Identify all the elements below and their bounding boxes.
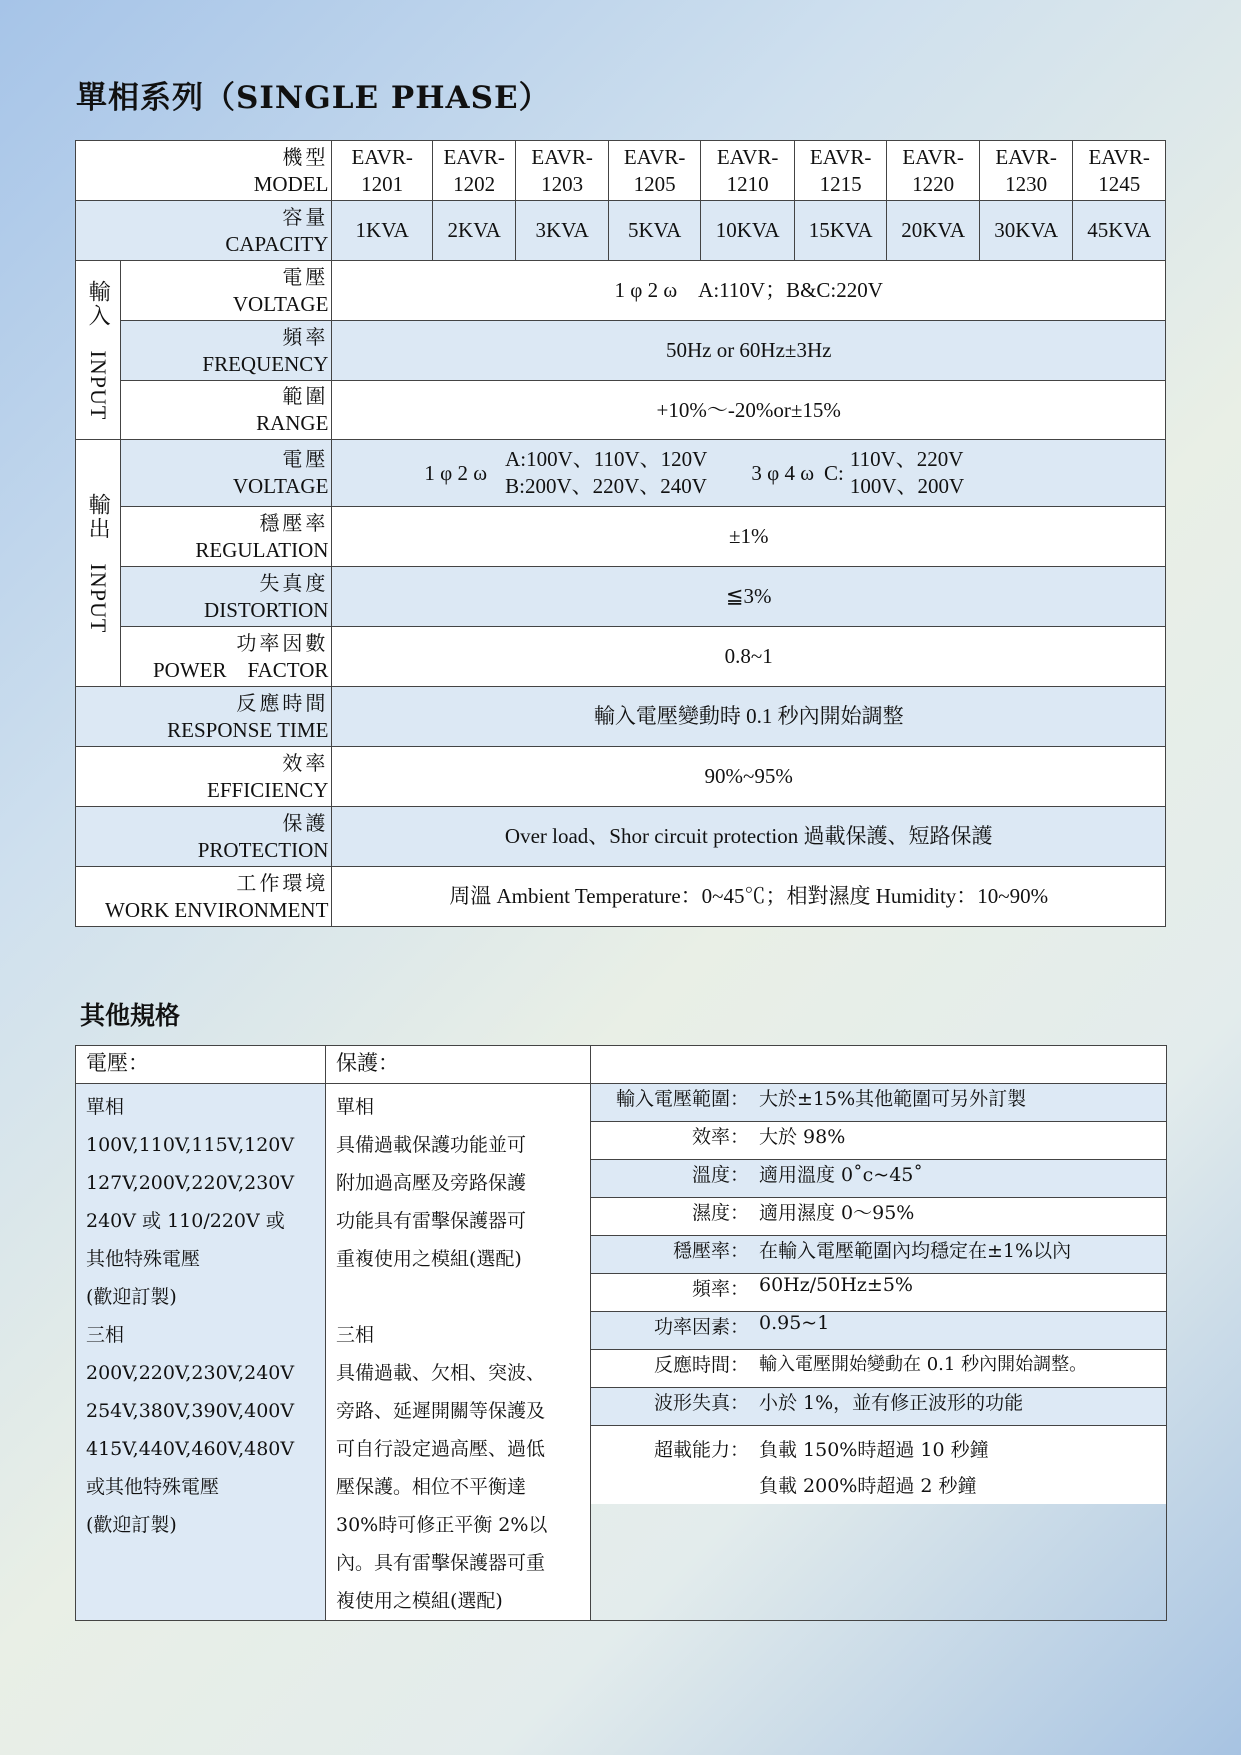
spec-key: 反應時間：	[591, 1350, 753, 1388]
capacity-value: 5KVA	[608, 201, 701, 261]
table-row	[591, 1084, 1166, 1122]
capacity-row	[76, 201, 1166, 261]
list-item: 單相	[336, 1096, 375, 1118]
list-item: 三相	[86, 1324, 125, 1346]
input-group-en: INPUT	[86, 350, 112, 421]
input-voltage-row	[76, 261, 1166, 321]
list-item: 可自行設定過高壓、過低	[336, 1438, 546, 1460]
model-number: 1220	[912, 171, 955, 196]
spec-value: 60Hz/50Hz±5%	[753, 1274, 1166, 1312]
table-row	[591, 1236, 1166, 1274]
input-range-label-en: RANGE	[256, 411, 329, 435]
response-time-row	[76, 687, 1166, 747]
work-environment-value: 周溫 Ambient Temperature：0~45℃；相對濕度 Humidity：10~90%	[332, 867, 1166, 927]
list-item: 具備過載保護功能並可	[336, 1134, 527, 1156]
spec-value: 在輸入電壓範圍內均穩定在±1%以內	[753, 1236, 1166, 1274]
overload-line: 負載 200%時超過 2 秒鐘	[759, 1475, 977, 1497]
spec-value: 大於±15%其他範圍可另外訂製	[753, 1084, 1166, 1122]
model-number: 1245	[1098, 171, 1141, 196]
distortion-value: ≦3%	[332, 567, 1166, 627]
response-time-label-en: RESPONSE TIME	[167, 717, 329, 742]
output-voltage-label-cn: 電壓	[282, 447, 329, 471]
protection-list	[326, 1084, 591, 1621]
spec-key: 效率：	[591, 1122, 753, 1160]
spec-key: 超載能力：	[591, 1426, 753, 1505]
distortion-label-en: DISTORTION	[204, 597, 329, 622]
table-row	[591, 1426, 1166, 1505]
single-phase-symbol: 1 φ 2 ω	[424, 460, 488, 485]
distortion-label-cn: 失真度	[259, 570, 329, 595]
model-row	[76, 141, 1166, 201]
list-item: 30%時可修正平衡 2%以	[336, 1514, 548, 1536]
output-group-en: INPUT	[86, 563, 112, 634]
list-item: 旁路、延遲開關等保護及	[336, 1400, 546, 1422]
list-item: 200V,220V,230V,240V	[86, 1362, 295, 1384]
list-item: 其他特殊電壓	[86, 1248, 201, 1270]
efficiency-label-cn: 效率	[282, 750, 329, 775]
work-environment-row	[76, 867, 1166, 927]
capacity-value: 10KVA	[701, 201, 795, 261]
list-item: 三相	[336, 1324, 375, 1346]
response-time-value: 輸入電壓變動時 0.1 秒內開始調整	[332, 687, 1166, 747]
input-frequency-label-cn: 頻率	[282, 324, 329, 349]
input-voltage-value: 1 φ 2 ω A:110V；B&C:220V	[332, 261, 1166, 321]
output-voltage-value	[332, 440, 1166, 507]
output-group-label	[76, 440, 121, 687]
list-item: 內。具有雷擊保護器可重	[336, 1552, 546, 1574]
list-item: (歡迎訂製)	[86, 1514, 177, 1536]
efficiency-label-en: EFFICIENCY	[207, 777, 329, 802]
regulation-row	[76, 507, 1166, 567]
list-item: 415V,440V,460V,480V	[86, 1438, 295, 1460]
capacity-value: 30KVA	[979, 201, 1073, 261]
output-group-cn: 輸出	[86, 492, 112, 541]
capacity-value: 20KVA	[887, 201, 980, 261]
distortion-row	[76, 567, 1166, 627]
input-group-cn: 輸入	[86, 279, 112, 328]
table-row	[591, 1274, 1166, 1312]
model-number: 1201	[361, 171, 404, 196]
model-number: 1230	[1005, 171, 1048, 196]
power-factor-value: 0.8~1	[332, 627, 1166, 687]
list-item: 具備過載、欠相、突波、	[336, 1362, 546, 1384]
model-number: 1205	[633, 171, 676, 196]
capacity-label-en: CAPACITY	[225, 231, 329, 256]
spec-key: 輸入電壓範圍：	[591, 1084, 753, 1122]
overload-line: 負載 150%時超過 10 秒鐘	[759, 1439, 989, 1461]
input-range-row	[76, 381, 1166, 440]
model-prefix: EAVR-	[531, 144, 593, 169]
list-item: 壓保護。相位不平衡達	[336, 1476, 527, 1498]
model-prefix: EAVR-	[716, 144, 779, 169]
other-specs-table	[75, 1045, 1167, 1621]
spec-value: 小於 1%，並有修正波形的功能	[753, 1388, 1166, 1426]
response-time-label-cn: 反應時間	[236, 690, 329, 715]
list-item: 127V,200V,220V,230V	[86, 1172, 295, 1194]
list-item: 單相	[86, 1096, 125, 1118]
spec-value: 0.95~1	[753, 1312, 1166, 1350]
capacity-value: 15KVA	[794, 201, 887, 261]
spec-list	[591, 1084, 1167, 1621]
input-frequency-value: 50Hz or 60Hz±3Hz	[332, 321, 1166, 381]
model-prefix: EAVR-	[443, 144, 505, 169]
model-label-en: MODEL	[253, 171, 329, 196]
input-frequency-label-en: FREQUENCY	[202, 351, 329, 376]
voltage-option-c-label: C:	[824, 460, 844, 485]
voltage-header: 電壓：	[76, 1046, 326, 1084]
model-number: 1210	[726, 171, 769, 196]
work-environment-label-cn: 工作環境	[236, 870, 329, 895]
voltage-option-c1: 110V、220V	[849, 447, 964, 471]
capacity-value: 45KVA	[1073, 201, 1166, 261]
capacity-label-cn: 容量	[282, 204, 329, 229]
single-phase-spec-table	[75, 140, 1166, 927]
table-row	[591, 1312, 1166, 1350]
power-factor-row	[76, 627, 1166, 687]
list-item: 附加過高壓及旁路保護	[336, 1172, 527, 1194]
spec-key: 溫度：	[591, 1160, 753, 1198]
regulation-label-en: REGULATION	[195, 537, 329, 562]
spec-value: 輸入電壓開始變動在 0.1 秒內開始調整。	[753, 1350, 1166, 1388]
spec-key: 頻率：	[591, 1274, 753, 1312]
model-number: 1215	[819, 171, 862, 196]
regulation-label-cn: 穩壓率	[259, 510, 329, 535]
power-factor-label-en: POWER FACTOR	[152, 657, 329, 682]
input-range-value: +10%～-20%or±15%	[332, 381, 1166, 440]
table-row	[591, 1122, 1166, 1160]
list-item: 功能具有雷擊保護器可	[336, 1210, 527, 1232]
spec-value: 大於 98%	[753, 1122, 1166, 1160]
input-voltage-label-en: VOLTAGE	[232, 291, 329, 316]
capacity-value: 1KVA	[332, 201, 433, 261]
spec-value: 適用溫度 0˚c~45˚	[753, 1160, 1166, 1198]
capacity-value: 2KVA	[432, 201, 515, 261]
voltage-option-a: A:100V、110V、120V	[505, 447, 708, 471]
efficiency-row	[76, 747, 1166, 807]
input-voltage-label-cn: 電壓	[282, 264, 329, 289]
voltage-option-b: B:200V、220V、240V	[505, 474, 707, 498]
spec-value	[753, 1426, 1166, 1505]
voltage-option-c2: 100V、200V	[849, 474, 965, 498]
voltage-list	[76, 1084, 326, 1621]
protection-label-en: PROTECTION	[197, 837, 329, 862]
list-item: (歡迎訂製)	[86, 1286, 177, 1308]
model-label-cn: 機型	[282, 144, 329, 169]
protection-label-cn: 保護	[282, 810, 329, 835]
three-phase-symbol: 3 φ 4 ω	[751, 460, 815, 485]
list-item	[336, 1278, 590, 1316]
model-prefix: EAVR-	[623, 144, 686, 169]
protection-header: 保護：	[326, 1046, 591, 1084]
specs-header	[591, 1046, 1167, 1084]
other-specs-title: 其他規格	[80, 1001, 181, 1030]
list-item: 重複使用之模組(選配)	[336, 1248, 522, 1270]
list-item: 254V,380V,390V,400V	[86, 1400, 295, 1422]
input-frequency-row	[76, 321, 1166, 381]
model-prefix: EAVR-	[1088, 144, 1150, 169]
model-prefix: EAVR-	[351, 144, 413, 169]
spec-key: 功率因素：	[591, 1312, 753, 1350]
model-prefix: EAVR-	[902, 144, 964, 169]
input-range-label-cn: 範圍	[282, 384, 329, 408]
protection-value: Over load、Shor circuit protection 過載保護、短路保護	[332, 807, 1166, 867]
list-item: 240V 或 110/220V 或	[86, 1210, 285, 1232]
table-row	[591, 1198, 1166, 1236]
list-item: 複使用之模組(選配)	[336, 1590, 503, 1612]
model-prefix: EAVR-	[809, 144, 872, 169]
power-factor-label-cn: 功率因數	[236, 630, 329, 655]
model-number: 1202	[453, 171, 496, 196]
spec-value: 適用濕度 0～95%	[753, 1198, 1166, 1236]
work-environment-label-en: WORK ENVIRONMENT	[105, 897, 329, 922]
input-group-label	[76, 261, 121, 440]
table-row	[591, 1160, 1166, 1198]
protection-row	[76, 807, 1166, 867]
list-item: 或其他特殊電壓	[86, 1476, 220, 1498]
spec-key: 穩壓率：	[591, 1236, 753, 1274]
model-number: 1203	[541, 171, 584, 196]
list-item: 100V,110V,115V,120V	[86, 1134, 295, 1156]
page-title: 單相系列（SINGLE PHASE）	[76, 80, 551, 116]
model-prefix: EAVR-	[995, 144, 1057, 169]
table-row	[591, 1350, 1166, 1388]
output-voltage-row	[76, 440, 1166, 507]
output-voltage-label-en: VOLTAGE	[232, 474, 329, 498]
table-row	[591, 1388, 1166, 1426]
efficiency-value: 90%~95%	[332, 747, 1166, 807]
capacity-value: 3KVA	[516, 201, 609, 261]
spec-key: 波形失真：	[591, 1388, 753, 1426]
regulation-value: ±1%	[332, 507, 1166, 567]
spec-key: 濕度：	[591, 1198, 753, 1236]
